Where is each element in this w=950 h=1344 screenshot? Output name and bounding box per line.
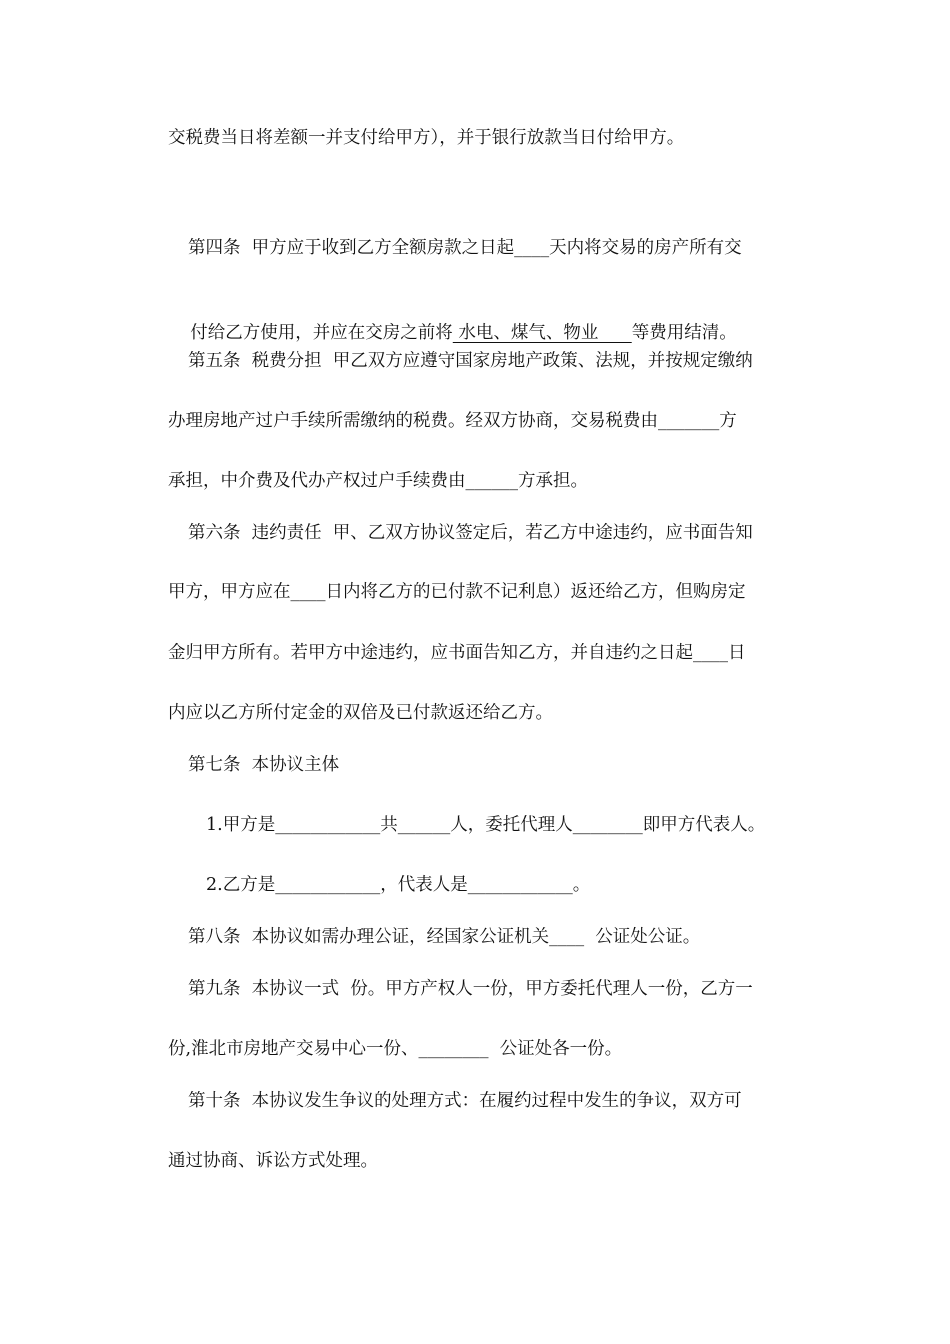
article-7-title: 第七条 本协议主体 [188, 755, 340, 775]
article-6-line-2: 甲方，甲方应在____日内将乙方的已付款不记利息）返还给乙方，但购房定 [168, 582, 746, 602]
article-5-line-1: 第五条 税费分担 甲乙双方应遵守国家房地产政策、法规，并按规定缴纳 [188, 351, 753, 371]
article-6-line-3: 金归甲方所有。若甲方中途违约，应书面告知乙方，并自违约之日起____日 [168, 643, 746, 663]
article-8-line: 第八条 本协议如需办理公证，经国家公证机关____ 公证处公证。 [188, 927, 701, 947]
article-5-line-3: 承担，中介费及代办产权过户手续费由______方承担。 [168, 471, 588, 491]
article-9-line-2: 份,淮北市房地产交易中心一份、________ 公证处各一份。 [168, 1039, 623, 1059]
paragraph-line: 交税费当日将差额一并支付给甲方），并于银行放款当日付给甲方。 [168, 128, 685, 148]
article-4-text: 付给乙方使用，并应在交房之前将 [190, 323, 453, 343]
article-10-line-1: 第十条 本协议发生争议的处理方式：在履约过程中发生的争议，双方可 [188, 1091, 742, 1111]
article-9-line-1: 第九条 本协议一式 份。甲方产权人一份，甲方委托代理人一份，乙方一 [188, 979, 753, 999]
article-7-party-b: 2.乙方是____________，代表人是____________。 [206, 875, 591, 895]
article-7-party-a: 1.甲方是____________共______人，委托代理人________即甲方代表人。 [206, 815, 766, 835]
article-6-line-4: 内应以乙方所付定金的双倍及已付款返还给乙方。 [168, 703, 553, 723]
fees-underlined-value: 水电、煤气、物业 [452, 323, 632, 343]
article-4-line-1: 第四条 甲方应于收到乙方全额房款之日起____天内将交易的房产所有交 [188, 238, 742, 258]
article-10-line-2: 通过协商、诉讼方式处理。 [168, 1151, 378, 1171]
article-5-line-2: 办理房地产过户手续所需缴纳的税费。经双方协商，交易税费由_______方 [168, 411, 737, 431]
article-4-text-end: 等费用结清。 [631, 323, 737, 343]
article-6-line-1: 第六条 违约责任 甲、乙双方协议签定后，若乙方中途违约，应书面告知 [188, 523, 753, 543]
